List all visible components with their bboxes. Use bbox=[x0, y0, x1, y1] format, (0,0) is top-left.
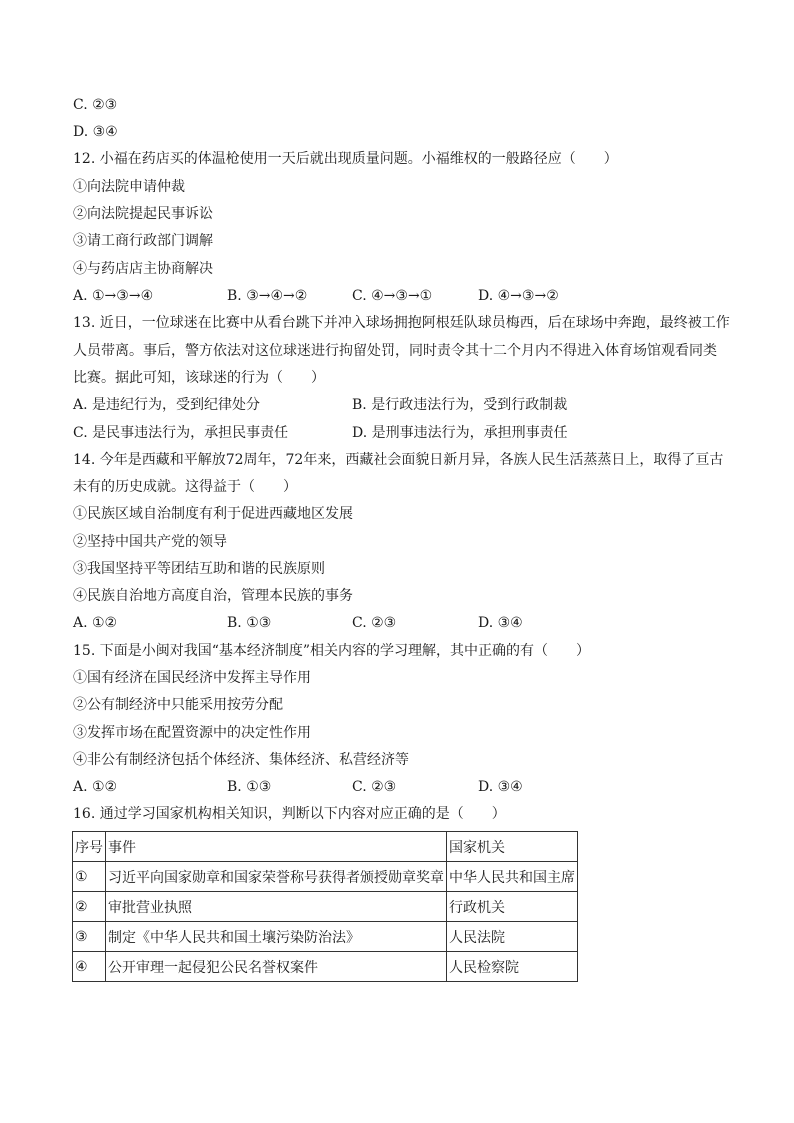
table-cell: 行政机关 bbox=[447, 892, 578, 922]
q12-option-a: A. ①→③→④ bbox=[73, 288, 154, 304]
table-cell: 人民法院 bbox=[447, 922, 578, 952]
q12-option-d: D. ④→③→② bbox=[478, 288, 559, 304]
q15-option-c: C. ②③ bbox=[352, 779, 397, 795]
table-header-cell: 序号 bbox=[73, 832, 106, 862]
table-cell: 中华人民共和国主席 bbox=[447, 862, 578, 892]
q13-stem-line-1: 13. 近日，一位球迷在比赛中从看台跳下并冲入球场拥抱阿根廷队球员梅西，后在球场中奔跑，最终被工作 bbox=[73, 315, 730, 331]
q13-option-a: A. 是违纪行为，受到纪律处分 bbox=[73, 397, 261, 413]
q15-option-d: D. ③④ bbox=[478, 779, 523, 795]
q12-option-b: B. ③→④→② bbox=[227, 288, 308, 304]
q14-stem-line-2: 未有的历史成就。这得益于（ ） bbox=[73, 479, 297, 495]
q15-option-b: B. ①③ bbox=[227, 779, 272, 795]
q15-item-3: ③发挥市场在配置资源中的决定性作用 bbox=[73, 725, 311, 741]
q14-item-1: ①民族区域自治制度有利于促进西藏地区发展 bbox=[73, 506, 353, 522]
q15-option-a: A. ①② bbox=[73, 779, 118, 795]
table-cell: ④ bbox=[73, 952, 106, 982]
q15-item-2: ②公有制经济中只能采用按劳分配 bbox=[73, 697, 283, 713]
table-row bbox=[73, 892, 578, 922]
table-cell: 制定《中华人民共和国土壤污染防治法》 bbox=[106, 922, 447, 952]
q14-stem-line-1: 14. 今年是西藏和平解放72周年，72年来，西藏社会面貌日新月异，各族人民生活蒸蒸日上，取得了亘古 bbox=[73, 452, 724, 468]
q14-option-b: B. ①③ bbox=[227, 615, 272, 631]
q12-item-3: ③请工商行政部门调解 bbox=[73, 233, 213, 249]
q15-item-4: ④非公有制经济包括个体经济、集体经济、私营经济等 bbox=[73, 752, 409, 768]
q12-stem: 12. 小福在药店买的体温枪使用一天后就出现质量问题。小福维权的一般路径应（ ） bbox=[73, 151, 618, 167]
table-cell: ① bbox=[73, 862, 106, 892]
q13-stem-line-3: 比赛。据此可知，该球迷的行为（ ） bbox=[73, 370, 325, 386]
table-row bbox=[73, 862, 578, 892]
table-header-cell: 事件 bbox=[106, 832, 447, 862]
q15-stem: 15. 下面是小闽对我国“基本经济制度”相关内容的学习理解，其中正确的有（ ） bbox=[73, 643, 591, 659]
q13-option-b: B. 是行政违法行为，受到行政制裁 bbox=[352, 397, 568, 413]
q14-option-c: C. ②③ bbox=[352, 615, 397, 631]
q16-table bbox=[72, 831, 578, 982]
prev-option-d: D. ③④ bbox=[73, 124, 118, 140]
q13-stem-line-2: 人员带离。事后，警方依法对这位球迷进行拘留处罚，同时责令其十二个月内不得进入体育场馆观看同类 bbox=[73, 343, 717, 359]
q16-stem: 16. 通过学习国家机构相关知识，判断以下内容对应正确的是（ ） bbox=[73, 806, 506, 822]
table-cell: ③ bbox=[73, 922, 106, 952]
table-cell: ② bbox=[73, 892, 106, 922]
q14-item-4: ④民族自治地方高度自治，管理本民族的事务 bbox=[73, 588, 353, 604]
q12-option-c: C. ④→③→① bbox=[352, 288, 433, 304]
q14-item-2: ②坚持中国共产党的领导 bbox=[73, 534, 227, 550]
prev-option-c: C. ②③ bbox=[73, 97, 118, 113]
q14-option-d: D. ③④ bbox=[478, 615, 523, 631]
q15-item-1: ①国有经济在国民经济中发挥主导作用 bbox=[73, 670, 311, 686]
q12-item-1: ①向法院申请仲裁 bbox=[73, 179, 185, 195]
table-cell: 公开审理一起侵犯公民名誉权案件 bbox=[106, 952, 447, 982]
table-row bbox=[73, 922, 578, 952]
table-cell: 习近平向国家勋章和国家荣誉称号获得者颁授勋章奖章 bbox=[106, 862, 447, 892]
q14-option-a: A. ①② bbox=[73, 615, 118, 631]
table-row bbox=[73, 952, 578, 982]
table-cell: 审批营业执照 bbox=[106, 892, 447, 922]
table-header-cell: 国家机关 bbox=[447, 832, 578, 862]
table-cell: 人民检察院 bbox=[447, 952, 578, 982]
q12-item-4: ④与药店店主协商解决 bbox=[73, 261, 213, 277]
q14-item-3: ③我国坚持平等团结互助和谐的民族原则 bbox=[73, 561, 325, 577]
q13-option-d: D. 是刑事违法行为，承担刑事责任 bbox=[352, 425, 568, 441]
table-header-row bbox=[73, 832, 578, 862]
q12-item-2: ②向法院提起民事诉讼 bbox=[73, 206, 213, 222]
q13-option-c: C. 是民事违法行为，承担民事责任 bbox=[73, 425, 289, 441]
